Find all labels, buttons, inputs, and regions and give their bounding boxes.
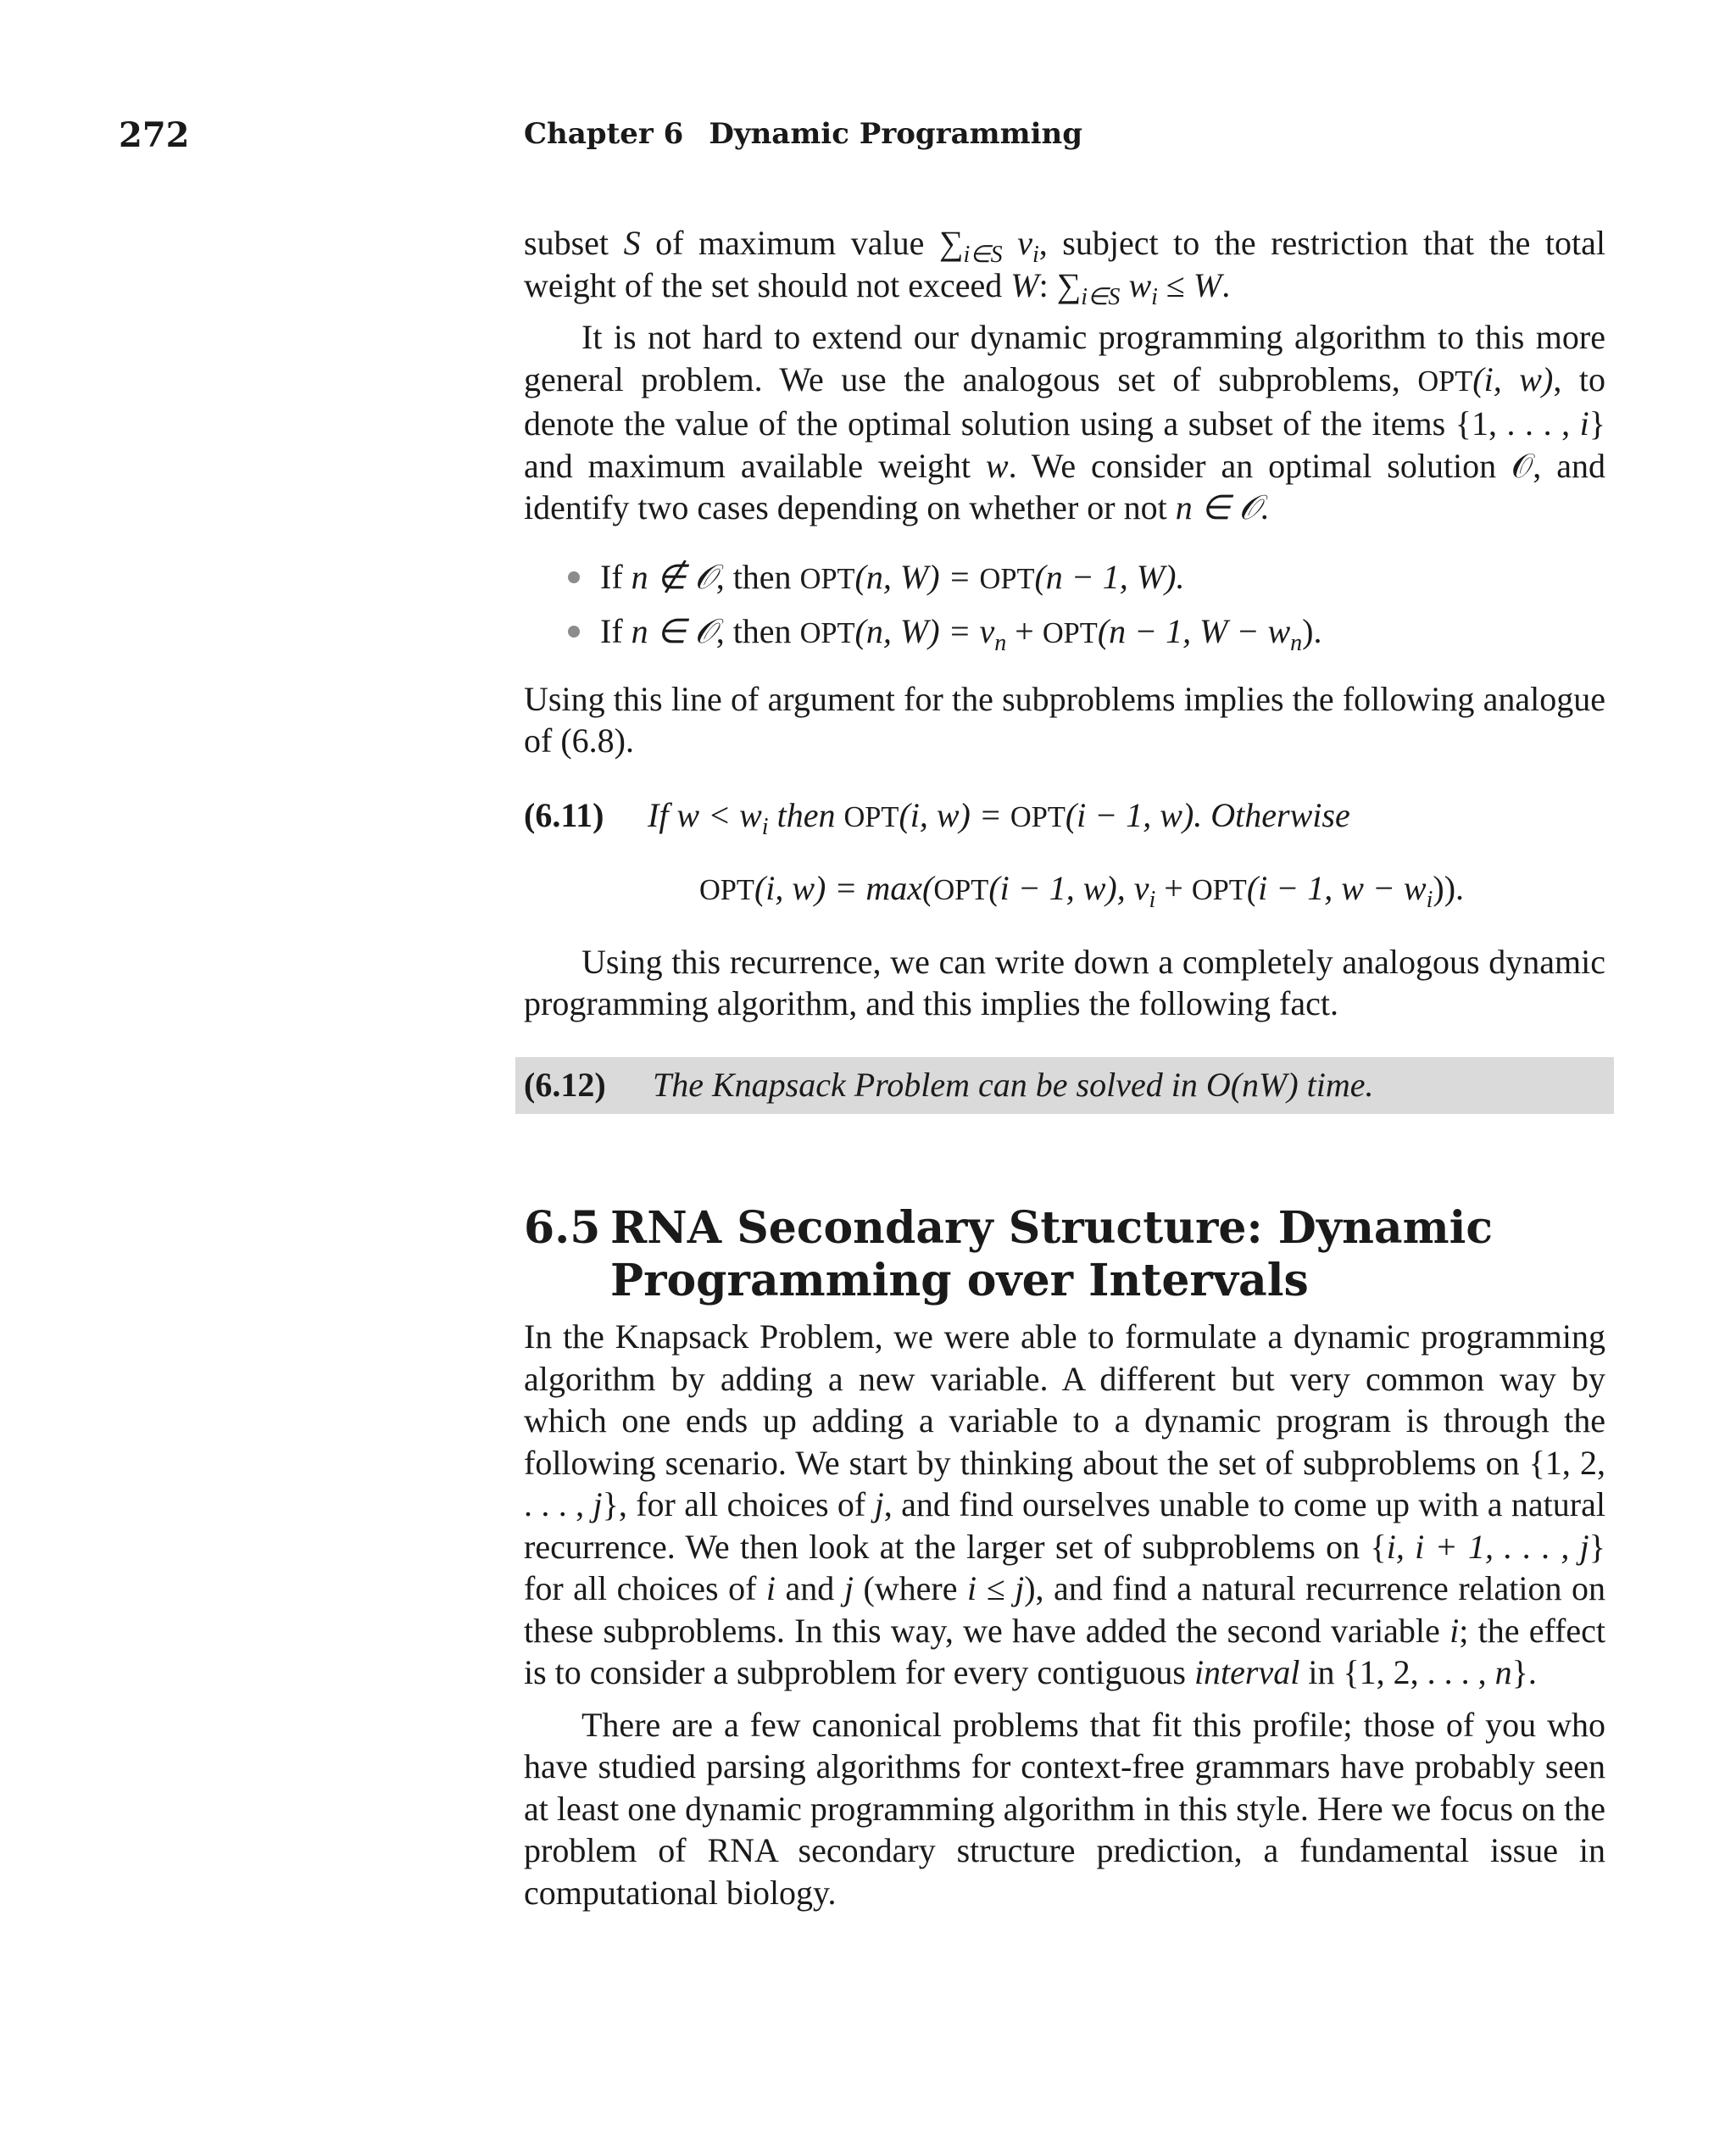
page-number: 272 xyxy=(119,115,190,155)
section-title: RNA Secondary Structure: Dynamic Programming over Intervals xyxy=(610,1202,1494,1306)
statement-text: If $w < w_i$ then OPT(i, w) = OPT(i − 1, w). Otherwise xyxy=(648,795,1350,840)
statement-tag: (6.12) xyxy=(524,1065,606,1104)
case-item-in-opt: If n ∈ 𝒪, then OPT(n, $W) = v_n + OPT(n - 1$, $W - w_n$). xyxy=(568,605,1605,660)
paragraph-recurrence: Using this recurrence, we can write down a completely analogous dynamic programming algorithm, and this implies the following fact. xyxy=(524,942,1605,1022)
recurrence-equation: OPT(i, w) = max(OPT(i − 1, w), $v_i + OPT(i - 1$, $w - w_i$)). xyxy=(698,869,1465,913)
paragraph-intervals: In the Knapsack Problem, we were able to formulate a dynamic programming algorithm by adding a new variable. A different but very common way by which one ends up adding a variable to a dynamic program is through the following scenario. We start by thinking about the set of subproblems on {1, 2, . . . , j}, for all choices of j, and find ourselves unable to come up with a natural recurrence. We then look at the larger set of subproblems on {i, i + 1, . . . , j} for all choices of i and j (where i ≤ j), and find a natural recurrence relation on these subproblems. In this way, we have added the second variable i; the effect is to consider a subproblem for every contiguous interval in {1, 2, . . . , n}. xyxy=(524,1317,1606,1691)
paragraph-analogue: Using this line of argument for the subproblems implies the following analogue of (6.8). xyxy=(524,679,1605,760)
statement-text: The Knapsack Problem can be solved in O(nW) time. xyxy=(653,1065,1374,1104)
section-heading xyxy=(524,1202,1605,1307)
case-item-not-in-opt: If n ∉ 𝒪, then OPT(n, W) = OPT(n − 1, W). xyxy=(568,551,1605,605)
case-list xyxy=(524,551,1605,660)
statement-6-12 xyxy=(515,1057,1614,1115)
page-body xyxy=(524,222,1605,1913)
chapter-title: Dynamic Programming xyxy=(709,117,1082,151)
intro-paragraph: subset S of maximum value $\sum_{i\in S}$ $v_i$, subject to the restriction that the total weight of the set should not exceed W: $\sum_{i\in S}$ $w_i \le W$. xyxy=(524,224,1606,310)
paragraph-rna: There are a few canonical problems that fit this profile; those of you who have studied parsing algorithms for context-free grammars have probably seen at least one dynamic programming algorithm in this style. Here we focus on the problem of RNA secondary structure prediction, a fundamental issue in computational biology. xyxy=(524,1705,1605,1912)
section-number: 6.5 xyxy=(524,1202,601,1254)
paragraph-subproblems: It is not hard to extend our dynamic programming algorithm to this more general problem. We use the analogous set of subproblems, OPT(i, w), to denote the value of the optimal solution using a subset of the items {1, . . . , i} and maximum available weight w. We consider an optimal solution 𝒪, and identify two cases depending on whether or not n ∈ 𝒪. xyxy=(524,318,1605,526)
chapter-label: Chapter 6 xyxy=(524,117,684,151)
running-head xyxy=(524,117,1082,151)
statement-tag: (6.11) xyxy=(524,795,604,834)
statement-6-11 xyxy=(524,794,1605,912)
